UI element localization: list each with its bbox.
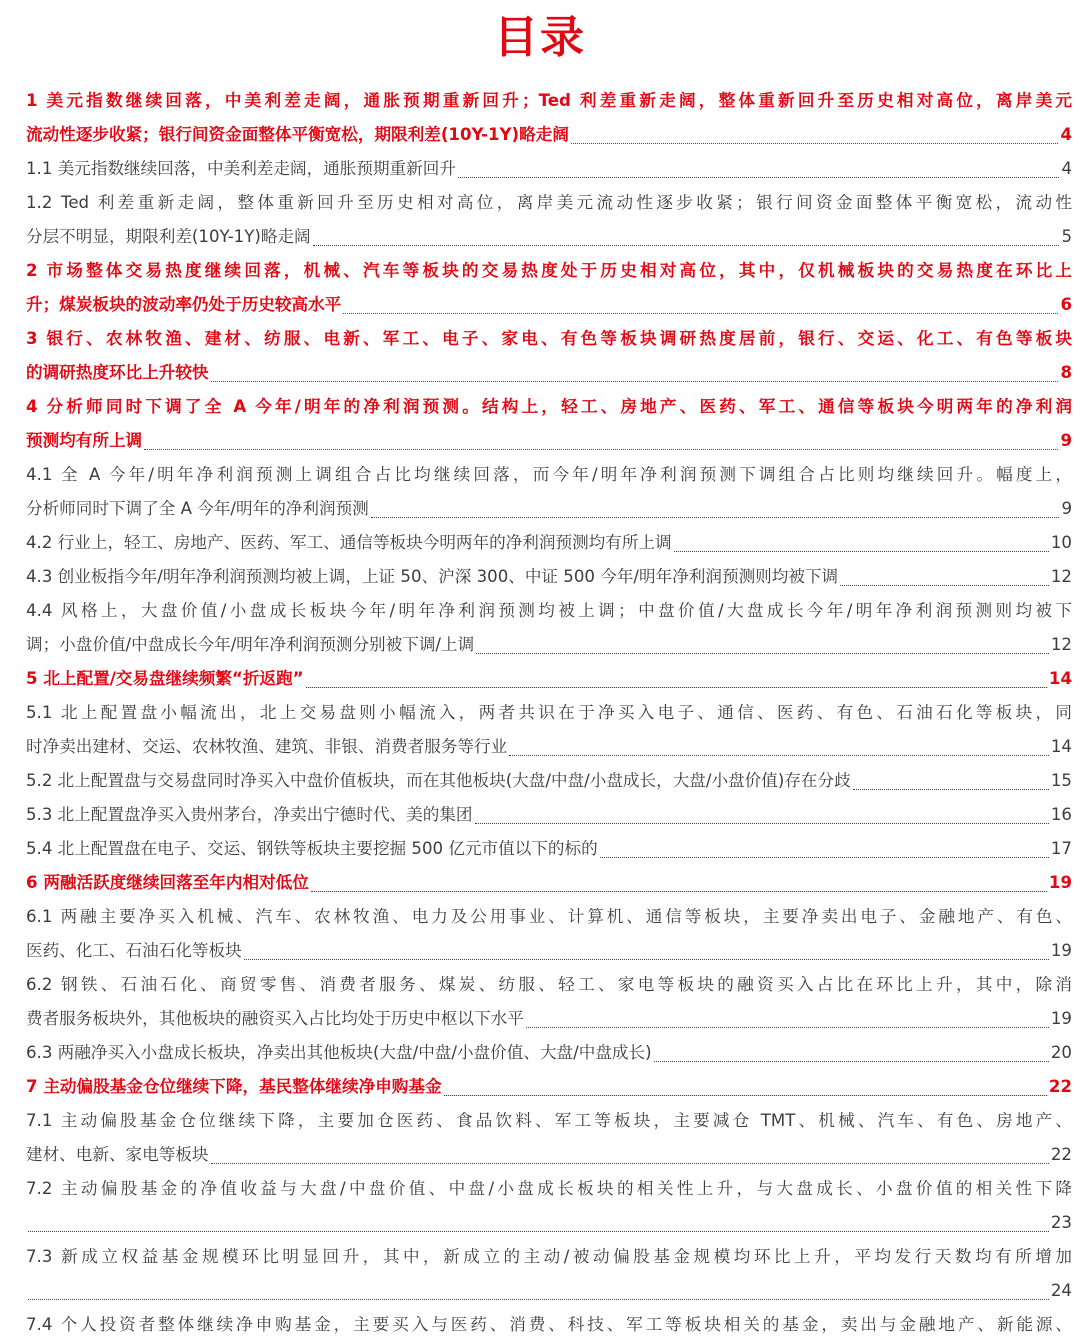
toc-subsection-entry[interactable] — [26, 152, 1072, 186]
dot-leader — [674, 551, 1049, 552]
toc-section-entry[interactable] — [26, 662, 1072, 696]
toc-entry-text: 1.2 Ted 利差重新走阔，整体重新回升至历史相对高位，离岸美元流动性逐步收紧；银行间资金面整体平衡宽松，流动性 — [26, 193, 1072, 212]
toc-line — [26, 730, 1072, 764]
toc-section-entry[interactable] — [26, 322, 1072, 390]
dot-leader — [28, 1299, 1049, 1300]
dot-leader — [311, 891, 1047, 892]
toc-page-number: 10 — [1050, 533, 1072, 552]
toc-line — [26, 934, 1072, 968]
toc-line — [26, 1240, 1072, 1274]
dot-leader — [28, 1231, 1049, 1232]
toc-entry-text: 5.2 北上配置盘与交易盘同时净买入中盘价值板块，而在其他板块(大盘/中盘/小盘成长，大盘/小盘价值)存在分歧 — [26, 771, 851, 790]
page-title: 目录 — [494, 12, 586, 63]
toc-line — [26, 288, 1072, 322]
toc-subsection-entry[interactable] — [26, 1240, 1072, 1308]
dot-leader — [853, 789, 1049, 790]
toc-section-entry[interactable] — [26, 866, 1072, 900]
toc-line — [26, 560, 1072, 594]
toc-page-number: 9 — [1061, 499, 1072, 518]
toc-line — [26, 458, 1072, 492]
toc-entry-text: 5 北上配置/交易盘继续频繁“折返跑” — [26, 669, 304, 688]
toc-subsection-entry[interactable] — [26, 832, 1072, 866]
dot-leader — [509, 755, 1049, 756]
toc-entry-text: 费者服务板块外，其他板块的融资买入占比均处于历史中枢以下水平 — [26, 1009, 524, 1028]
toc-line — [26, 798, 1072, 832]
dot-leader — [476, 653, 1049, 654]
toc-page-number: 12 — [1050, 635, 1072, 654]
toc-line — [26, 1070, 1072, 1104]
toc-line — [26, 220, 1072, 254]
toc-page-number: 19 — [1048, 873, 1072, 892]
toc-line — [26, 152, 1072, 186]
toc-entry-text: 6 两融活跃度继续回落至年内相对低位 — [26, 873, 309, 892]
toc-entry-text: 7.4 个人投资者整体继续净申购基金，主要买入与医药、消费、科技、军工等板块相关的基金，卖出与金融地产、新能源、 — [26, 1315, 1072, 1334]
toc-entry-text: 4.4 风格上，大盘价值/小盘成长板块今年/明年净利润预测均被上调；中盘价值/大盘成长今年/明年净利润预测则均被下 — [26, 601, 1072, 620]
toc-page-number: 12 — [1050, 567, 1072, 586]
toc-subsection-entry[interactable] — [26, 560, 1072, 594]
toc-line — [26, 322, 1072, 356]
toc-entry-text: 7.3 新成立权益基金规模环比明显回升，其中，新成立的主动/被动偏股基金规模均环比上升，平均发行天数均有所增加 — [26, 1247, 1072, 1266]
dot-leader — [840, 585, 1049, 586]
toc-page-number: 4 — [1060, 125, 1072, 144]
toc-subsection-entry[interactable] — [26, 968, 1072, 1036]
toc-page-number: 15 — [1050, 771, 1072, 790]
toc-entry-text: 1 美元指数继续回落，中美利差走阔，通胀预期重新回升；Ted 利差重新走阔，整体重新回升至历史相对高位，离岸美元 — [26, 91, 1072, 110]
dot-leader — [600, 857, 1049, 858]
toc-section-entry[interactable] — [26, 84, 1072, 152]
toc-entry-text: 分层不明显，期限利差(10Y-1Y)略走阔 — [26, 227, 311, 246]
dot-leader — [654, 1061, 1049, 1062]
dot-leader — [343, 313, 1058, 314]
dot-leader — [444, 1095, 1047, 1096]
dot-leader — [211, 1163, 1049, 1164]
toc-line — [26, 1206, 1072, 1240]
toc-section-entry[interactable] — [26, 1070, 1072, 1104]
toc-subsection-entry[interactable] — [26, 458, 1072, 526]
dot-leader — [144, 449, 1058, 450]
dot-leader — [306, 687, 1047, 688]
toc-page-number: 22 — [1048, 1077, 1072, 1096]
toc-entry-text: 4.3 创业板指今年/明年净利润预测均被上调，上证 50、沪深 300、中证 500 今年/明年净利润预测则均被下调 — [26, 567, 839, 586]
toc-line — [26, 866, 1072, 900]
toc-subsection-entry[interactable] — [26, 526, 1072, 560]
toc-entry-text: 调；小盘价值/中盘成长今年/明年净利润预测分别被下调/上调 — [26, 635, 475, 654]
toc-entry-text: 4.1 全 A 今年/明年净利润预测上调组合占比均继续回落，而今年/明年净利润预测下调组合占比则均继续回升。幅度上， — [26, 465, 1072, 484]
toc-subsection-entry[interactable] — [26, 1104, 1072, 1172]
toc-page-number: 24 — [1050, 1281, 1072, 1300]
toc-page-number: 14 — [1050, 737, 1072, 756]
toc-line — [26, 900, 1072, 934]
toc-subsection-entry[interactable] — [26, 186, 1072, 254]
toc-line — [26, 492, 1072, 526]
toc-entry-text: 流动性逐步收紧；银行间资金面整体平衡宽松，期限利差(10Y-1Y)略走阔 — [26, 125, 569, 144]
table-of-contents — [26, 84, 1072, 1342]
toc-page-number: 9 — [1060, 431, 1072, 450]
toc-entry-text: 3 银行、农林牧渔、建材、纺服、电新、军工、电子、家电、有色等板块调研热度居前，银行、交运、化工、有色等板块 — [26, 329, 1072, 348]
toc-line — [26, 1308, 1072, 1342]
toc-entry-text: 1.1 美元指数继续回落，中美利差走阔，通胀预期重新回升 — [26, 159, 456, 178]
toc-entry-text: 6.2 钢铁、石油石化、商贸零售、消费者服务、煤炭、纺服、轻工、家电等板块的融资买入占比在环比上升，其中，除消 — [26, 975, 1072, 994]
toc-page-number: 23 — [1050, 1213, 1072, 1232]
toc-page-number: 5 — [1061, 227, 1072, 246]
toc-page-number: 19 — [1050, 941, 1072, 960]
toc-entry-text: 时净卖出建材、交运、农林牧渔、建筑、非银、消费者服务等行业 — [26, 737, 508, 756]
dot-leader — [211, 381, 1059, 382]
toc-subsection-entry[interactable] — [26, 1036, 1072, 1070]
dot-leader — [526, 1027, 1049, 1028]
toc-page-number: 4 — [1061, 159, 1072, 178]
toc-line — [26, 1104, 1072, 1138]
toc-line — [26, 356, 1072, 390]
toc-section-entry[interactable] — [26, 254, 1072, 322]
dot-leader — [371, 517, 1060, 518]
toc-line — [26, 968, 1072, 1002]
toc-entry-text: 6.1 两融主要净买入机械、汽车、农林牧渔、电力及公用事业、计算机、通信等板块，主要净卖出电子、金融地产、有色、 — [26, 907, 1072, 926]
dot-leader — [244, 959, 1049, 960]
toc-line — [26, 526, 1072, 560]
toc-line — [26, 832, 1072, 866]
toc-entry-text: 分析师同时下调了全 A 今年/明年的净利润预测 — [26, 499, 369, 518]
toc-line — [26, 1172, 1072, 1206]
toc-line — [26, 84, 1072, 118]
toc-subsection-entry[interactable] — [26, 696, 1072, 764]
toc-entry-text: 5.4 北上配置盘在电子、交运、钢铁等板块主要挖掘 500 亿元市值以下的标的 — [26, 839, 598, 858]
toc-page-number: 19 — [1050, 1009, 1072, 1028]
toc-line — [26, 696, 1072, 730]
toc-entry-text: 医药、化工、石油石化等板块 — [26, 941, 242, 960]
dot-leader — [571, 143, 1059, 144]
toc-subsection-entry[interactable] — [26, 798, 1072, 832]
toc-line — [26, 1002, 1072, 1036]
toc-page-number: 16 — [1050, 805, 1072, 824]
toc-line — [26, 628, 1072, 662]
toc-subsection-entry[interactable] — [26, 764, 1072, 798]
toc-entry-text: 的调研热度环比上升较快 — [26, 363, 209, 382]
toc-entry-text: 7.2 主动偏股基金的净值收益与大盘/中盘价值、中盘/小盘成长板块的相关性上升，与大盘成长、小盘价值的相关性下降 — [26, 1179, 1072, 1198]
toc-entry-text: 建材、电新、家电等板块 — [26, 1145, 209, 1164]
toc-line — [26, 118, 1072, 152]
toc-subsection-entry[interactable] — [26, 594, 1072, 662]
toc-line — [26, 424, 1072, 458]
toc-entry-text: 7 主动偏股基金仓位继续下降，基民整体继续净申购基金 — [26, 1077, 442, 1096]
toc-entry-text: 预测均有所上调 — [26, 431, 143, 450]
toc-entry-text: 5.3 北上配置盘净买入贵州茅台，净卖出宁德时代、美的集团 — [26, 805, 473, 824]
dot-leader — [475, 823, 1049, 824]
toc-page-number: 22 — [1050, 1145, 1072, 1164]
toc-entry-text: 6.3 两融净买入小盘成长板块，净卖出其他板块(大盘/中盘/小盘价值、大盘/中盘成长) — [26, 1043, 652, 1062]
toc-line — [26, 186, 1072, 220]
dot-leader — [458, 177, 1060, 178]
toc-line — [26, 254, 1072, 288]
toc-section-entry[interactable] — [26, 390, 1072, 458]
toc-entry-text: 4 分析师同时下调了全 A 今年/明年的净利润预测。结构上，轻工、房地产、医药、军工、通信等板块今明两年的净利润 — [26, 397, 1072, 416]
toc-entry-text: 4.2 行业上，轻工、房地产、医药、军工、通信等板块今明两年的净利润预测均有所上调 — [26, 533, 672, 552]
toc-page-number: 6 — [1060, 295, 1072, 314]
toc-entry-text: 5.1 北上配置盘小幅流出，北上交易盘则小幅流入，两者共识在于净买入电子、通信、医药、有色、石油石化等板块，同 — [26, 703, 1072, 722]
toc-page-number: 17 — [1050, 839, 1072, 858]
toc-line — [26, 594, 1072, 628]
toc-line — [26, 390, 1072, 424]
toc-line — [26, 1138, 1072, 1172]
toc-line — [26, 764, 1072, 798]
toc-subsection-entry[interactable] — [26, 1308, 1072, 1342]
toc-line — [26, 1036, 1072, 1070]
dot-leader — [313, 245, 1060, 246]
toc-entry-text: 7.1 主动偏股基金仓位继续下降，主要加仓医药、食品饮料、军工等板块，主要减仓 TMT、机械、汽车、有色、房地产、 — [26, 1111, 1072, 1130]
toc-entry-text: 2 市场整体交易热度继续回落，机械、汽车等板块的交易热度处于历史相对高位，其中，仅机械板块的交易热度在环比上 — [26, 261, 1072, 280]
toc-line — [26, 662, 1072, 696]
toc-line — [26, 1274, 1072, 1308]
toc-entry-text: 升；煤炭板块的波动率仍处于历史较高水平 — [26, 295, 342, 314]
toc-page-number: 14 — [1048, 669, 1072, 688]
toc-subsection-entry[interactable] — [26, 1172, 1072, 1240]
toc-page-number: 20 — [1050, 1043, 1072, 1062]
toc-subsection-entry[interactable] — [26, 900, 1072, 968]
toc-page-number: 8 — [1060, 363, 1072, 382]
